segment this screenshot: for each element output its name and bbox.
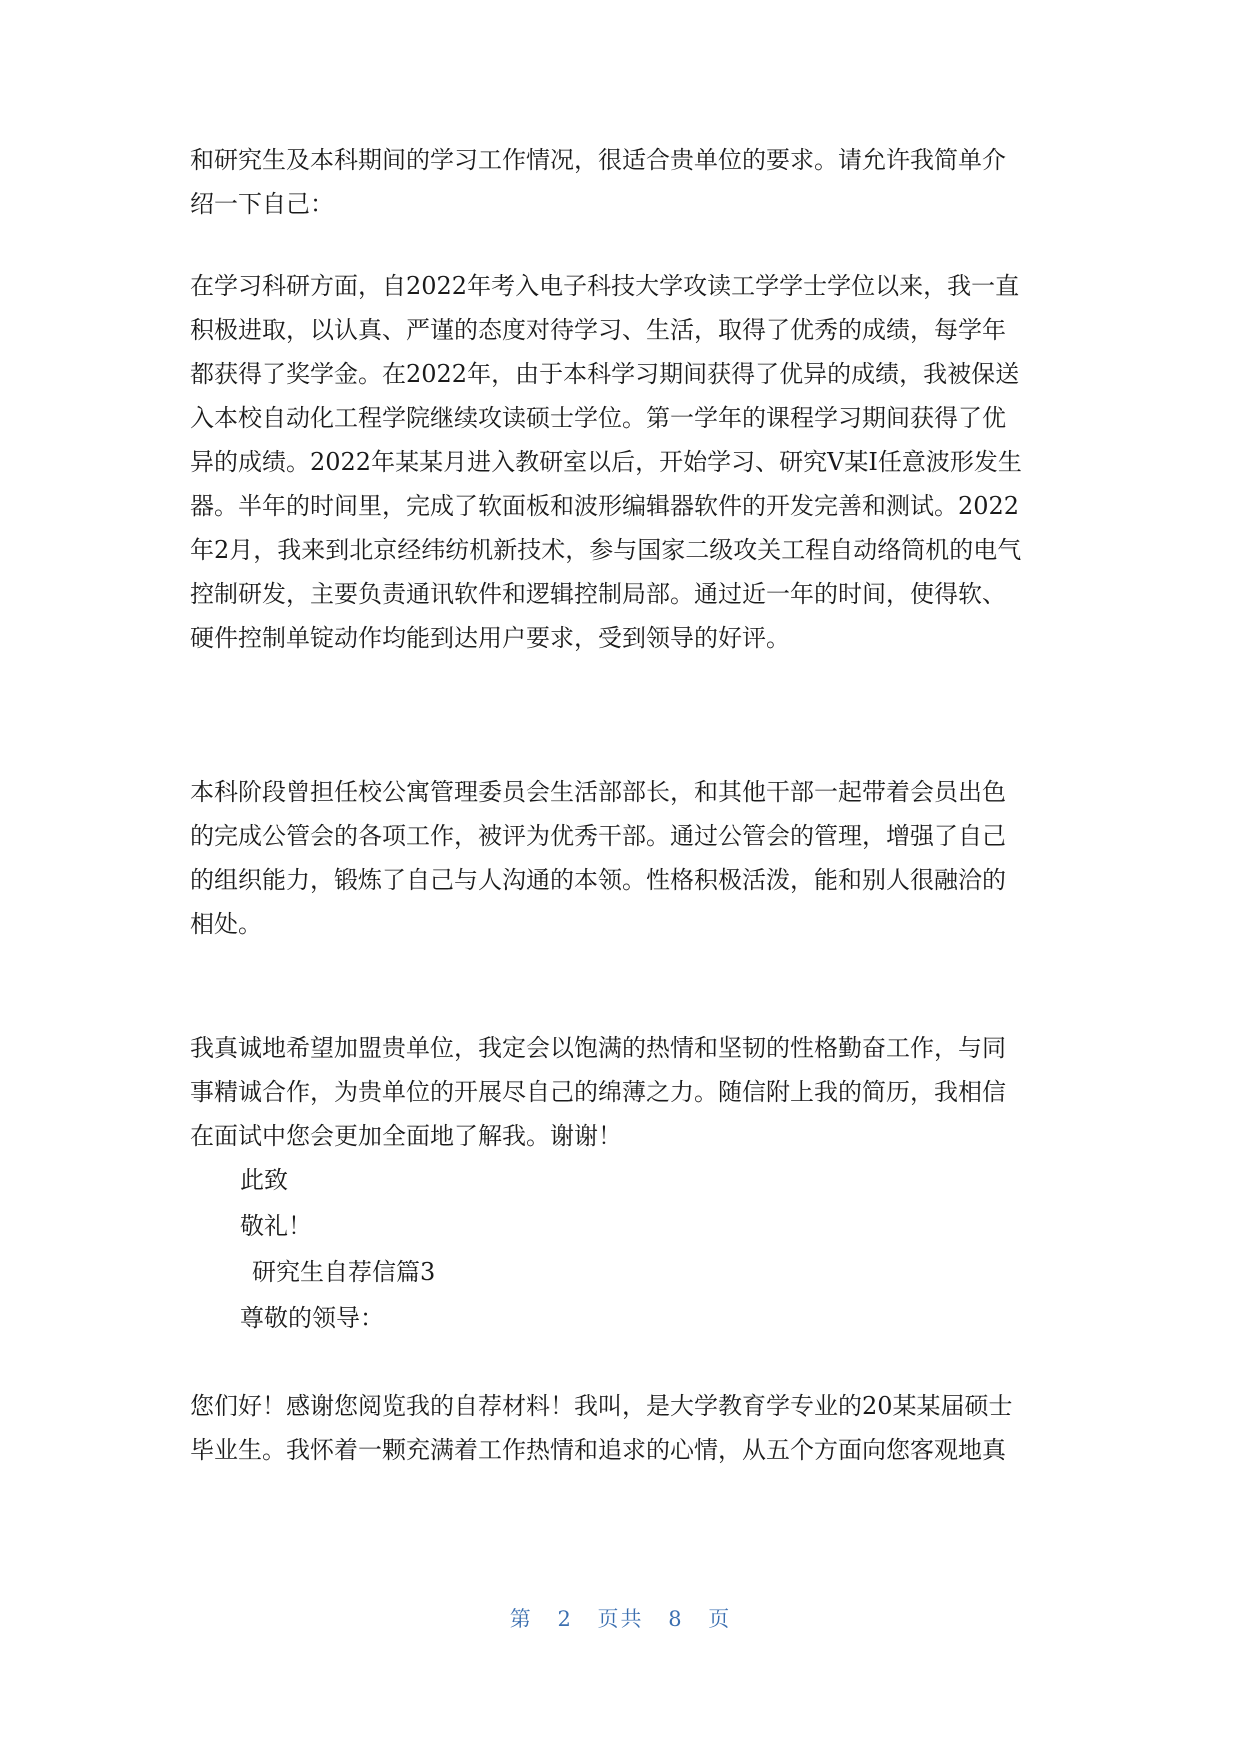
- text-line: 控制研发，主要负责通讯软件和逻辑控制局部。通过近一年的时间，使得软、: [190, 580, 1006, 608]
- footer-label-of: 页共: [597, 1607, 644, 1631]
- text-line: 毕业生。我怀着一颗充满着工作热情和追求的心情，从五个方面向您客观地真: [190, 1436, 1006, 1464]
- footer-total-pages: 8: [668, 1607, 684, 1631]
- text-line: 器。半年的时间里，完成了软面板和波形编辑器软件的开发完善和测试。2022: [190, 492, 1020, 520]
- text-line: 和研究生及本科期间的学习工作情况，很适合贵单位的要求。请允许我简单介: [190, 146, 1006, 174]
- text-line: 入本校自动化工程学院继续攻读硕士学位。第一学年的课程学习期间获得了优: [190, 404, 1006, 432]
- text-line: 硬件控制单锭动作均能到达用户要求，受到领导的好评。: [190, 624, 790, 652]
- text-line: 本科阶段曾担任校公寓管理委员会生活部部长，和其他干部一起带着会员出色: [190, 778, 1006, 806]
- paragraph-activities: [190, 770, 1050, 946]
- text-line: 我真诚地希望加盟贵单位，我定会以饱满的热情和坚韧的性格勤奋工作，与同: [190, 1034, 1006, 1062]
- paragraph-letter3-intro: [190, 1384, 1050, 1472]
- closing-phrase: 此致: [240, 1166, 288, 1194]
- paragraph-conclusion: [190, 1026, 1050, 1158]
- text-line: 在面试中您会更加全面地了解我。谢谢！: [190, 1122, 622, 1150]
- closing-regards: 敬礼！: [240, 1212, 312, 1240]
- text-line: 事精诚合作，为贵单位的开展尽自己的绵薄之力。随信附上我的简历，我相信: [190, 1078, 1006, 1106]
- text-line: 绍一下自己：: [190, 190, 334, 218]
- text-line: 的组织能力，锻炼了自己与人沟通的本领。性格积极活泼，能和别人很融洽的: [190, 866, 1006, 894]
- text-line: 积极进取，以认真、严谨的态度对待学习、生活，取得了优秀的成绩，每学年: [190, 316, 1006, 344]
- salutation: 尊敬的领导：: [240, 1304, 384, 1332]
- text-line: 都获得了奖学金。在2022年，由于本科学习期间获得了优异的成绩，我被保送: [190, 360, 1020, 388]
- text-line: 您们好！感谢您阅览我的自荐材料！我叫，是大学教育学专业的20某某届硕士: [190, 1392, 1013, 1420]
- text-line: 在学习科研方面，自2022年考入电子科技大学攻读工学学士学位以来，我一直: [190, 272, 1020, 300]
- paragraph-research: [190, 264, 1050, 660]
- footer-label-end: 页: [708, 1607, 732, 1631]
- footer-current-page: 2: [557, 1607, 573, 1631]
- text-line: 相处。: [190, 910, 262, 938]
- text-line: 年2月，我来到北京经纬纺机新技术，参与国家二级攻关工程自动络筒机的电气: [190, 536, 1022, 564]
- section-title: 研究生自荐信篇3: [252, 1258, 436, 1286]
- footer-label-page: 第: [509, 1607, 533, 1631]
- text-line: 异的成绩。2022年某某月进入教研室以后，开始学习、研究V某I任意波形发生: [190, 448, 1022, 476]
- text-line: 的完成公管会的各项工作，被评为优秀干部。通过公管会的管理，增强了自己: [190, 822, 1006, 850]
- page-number-footer: [0, 1604, 1241, 1634]
- paragraph-intro: [190, 138, 1050, 226]
